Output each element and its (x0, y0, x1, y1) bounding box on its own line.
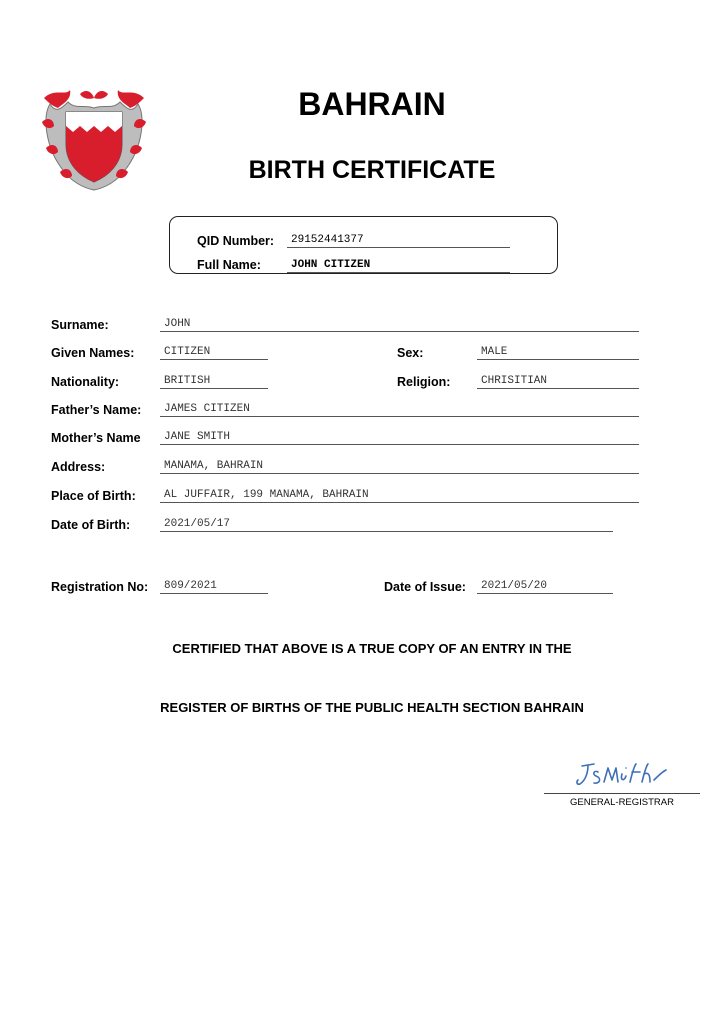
address-label: Address: (51, 460, 106, 474)
date-of-birth-label: Date of Birth: (51, 518, 131, 532)
mother-name-label: Mother’s Name (51, 431, 141, 445)
father-name-field[interactable]: JAMES CITIZEN (160, 403, 639, 417)
place-of-birth-field[interactable]: AL JUFFAIR, 199 MANAMA, BAHRAIN (160, 489, 639, 503)
address-field[interactable]: MANAMA, BAHRAIN (160, 460, 639, 474)
given-names-field[interactable]: CITIZEN (160, 346, 268, 360)
mother-name-field[interactable]: JANE SMITH (160, 431, 639, 445)
religion-field[interactable]: CHRISITIAN (477, 375, 639, 389)
qid-field[interactable]: 29152441377 (287, 234, 510, 248)
date-of-issue-field[interactable]: 2021/05/20 (477, 580, 613, 594)
sex-field[interactable]: MALE (477, 346, 639, 360)
surname-field[interactable]: JOHN (160, 318, 639, 332)
nationality-field[interactable]: BRITISH (160, 375, 268, 389)
registration-no-label: Registration No: (51, 580, 149, 594)
given-names-label: Given Names: (51, 346, 135, 360)
document-title: BIRTH CERTIFICATE (248, 156, 496, 184)
sex-label: Sex: (397, 346, 424, 360)
qid-label: QID Number: (197, 234, 275, 248)
certification-line-2: REGISTER OF BIRTHS OF THE PUBLIC HEALTH SECTION BAHRAIN (160, 700, 584, 715)
father-name-label: Father’s Name: (51, 403, 142, 417)
nationality-label: Nationality: (51, 375, 120, 389)
certification-line-1: CERTIFIED THAT ABOVE IS A TRUE COPY OF AN ENTRY IN THE (172, 641, 572, 656)
registration-no-field[interactable]: 809/2021 (160, 580, 268, 594)
registrar-caption: GENERAL-REGISTRAR (570, 797, 674, 808)
registrar-signature-icon (574, 758, 670, 790)
country-title: BAHRAIN (298, 86, 446, 122)
fullname-label: Full Name: (197, 258, 261, 272)
date-of-birth-field[interactable]: 2021/05/17 (160, 518, 613, 532)
signature-line (544, 793, 700, 794)
surname-label: Surname: (51, 318, 109, 332)
religion-label: Religion: (397, 375, 451, 389)
place-of-birth-label: Place of Birth: (51, 489, 136, 503)
fullname-field[interactable]: JOHN CITIZEN (287, 259, 510, 273)
date-of-issue-label: Date of Issue: (384, 580, 466, 594)
